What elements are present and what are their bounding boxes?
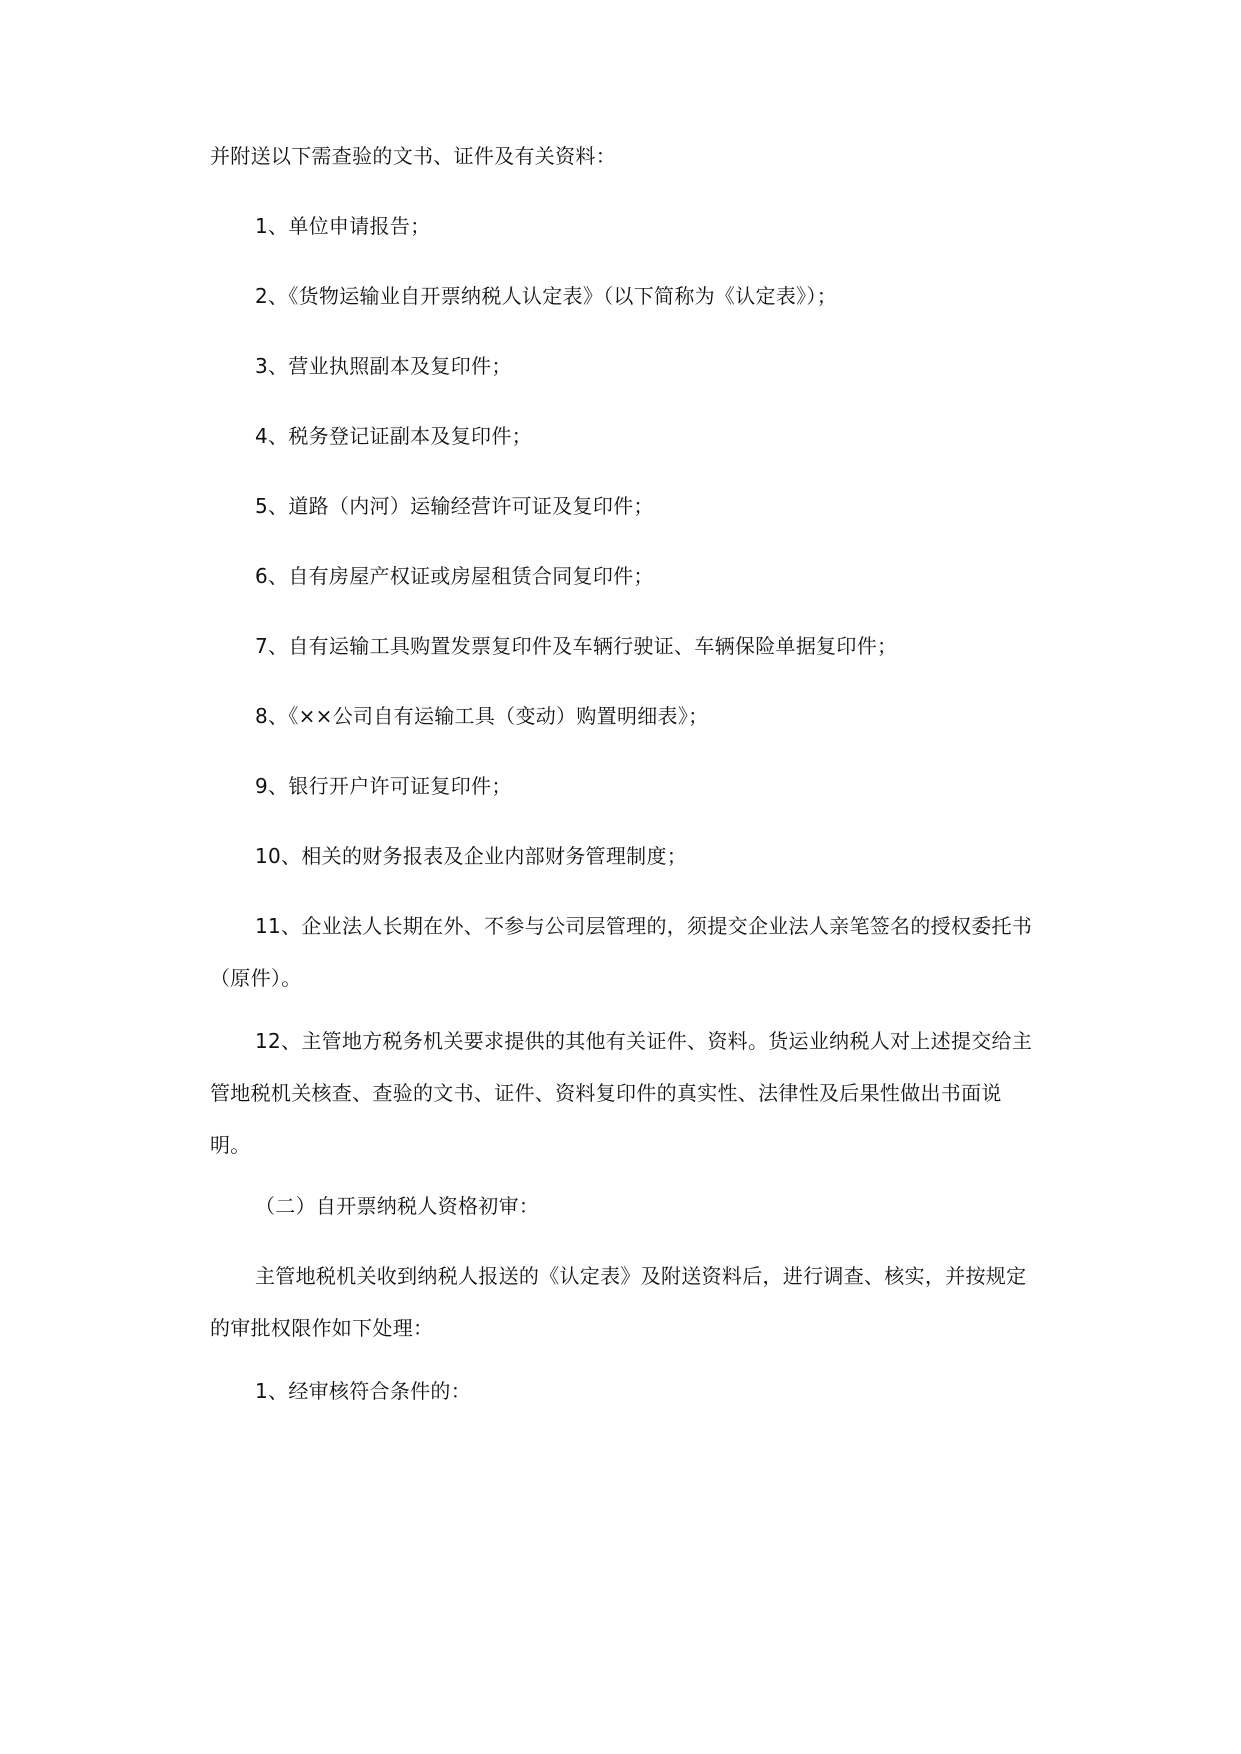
list-item: 4、税务登记证副本及复印件； bbox=[255, 424, 532, 448]
list-item: 1、经审核符合条件的： bbox=[255, 1379, 472, 1403]
list-item: 1、单位申请报告； bbox=[255, 214, 431, 238]
list-item: 8、《××公司自有运输工具（变动）购置明细表》； bbox=[255, 704, 709, 728]
list-item: 3、营业执照副本及复印件； bbox=[255, 354, 512, 378]
list-item: 7、自有运输工具购置发票复印件及车辆行驶证、车辆保险单据复印件； bbox=[255, 634, 898, 658]
list-item: 2、《货物运输业自开票纳税人认定表》（以下简称为《认定表》）； bbox=[255, 284, 838, 308]
list-item: 6、自有房屋产权证或房屋租赁合同复印件； bbox=[255, 564, 654, 588]
list-item: 9、银行开户许可证复印件； bbox=[255, 774, 512, 798]
list-item: 10、相关的财务报表及企业内部财务管理制度； bbox=[255, 844, 688, 868]
section-heading: （二）自开票纳税人资格初审： bbox=[255, 1194, 540, 1218]
intro-paragraph: 并附送以下需查验的文书、证件及有关资料： bbox=[210, 144, 616, 168]
list-item: 11、企业法人长期在外、不参与公司层管理的，须提交企业法人亲笔签名的授权委托书（原件）。 bbox=[210, 914, 1033, 990]
list-item: 5、道路（内河）运输经营许可证及复印件； bbox=[255, 494, 654, 518]
list-item: 12、主管地方税务机关要求提供的其他有关证件、资料。货运业纳税人对上述提交给主管地税机关核查、查验的文书、证件、资料复印件的真实性、法律性及后果性做出书面说明。 bbox=[210, 1029, 1033, 1157]
section-body-paragraph: 主管地税机关收到纳税人报送的《认定表》及附送资料后，进行调查、核实，并按规定的审批权限作如下处理： bbox=[210, 1264, 1027, 1340]
